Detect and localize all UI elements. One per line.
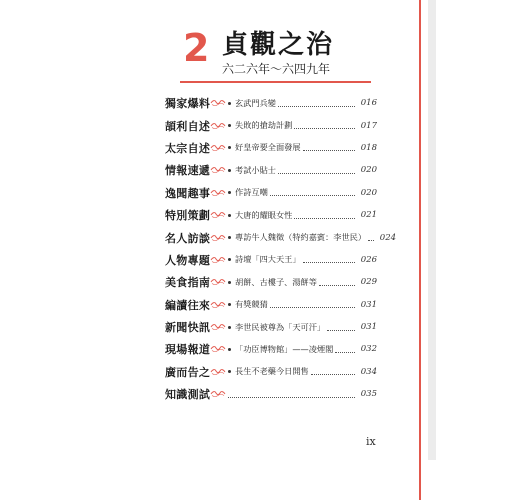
dot-leader (228, 397, 355, 398)
toc-topic: 作詩互嘲 (235, 187, 268, 198)
toc-row (165, 159, 377, 181)
page-folio: ix (366, 435, 376, 448)
toc-row (165, 249, 377, 271)
dot-leader (294, 218, 355, 219)
bullet-dot-icon (228, 281, 231, 284)
toc-category: 太宗自述 (165, 141, 211, 155)
toc-page-number: 031 (360, 299, 377, 310)
cloud-ornament-icon (210, 166, 226, 174)
cloud-ornament-icon (210, 189, 226, 197)
margin-gray-strip (428, 0, 436, 460)
toc-row (165, 182, 377, 204)
toc-page-number: 034 (360, 366, 377, 377)
bullet-dot-icon (228, 124, 231, 127)
toc-category: 人物專題 (165, 253, 211, 267)
dot-leader (270, 307, 355, 308)
chapter-number: 2 (183, 26, 210, 70)
toc-topic: 有獎競猜 (235, 299, 268, 310)
toc-row (165, 338, 377, 360)
toc-topic: 專訪牛人魏徵（特約嘉賓：李世民） (235, 232, 367, 243)
title-underline (180, 81, 371, 83)
bullet-dot-icon (228, 236, 231, 239)
cloud-ornament-icon (210, 301, 226, 309)
toc-page-number: 024 (379, 232, 397, 243)
toc-category: 情報速遞 (165, 164, 211, 178)
cloud-ornament-icon (210, 345, 226, 353)
dot-leader (311, 374, 355, 375)
toc-page-number: 035 (360, 389, 377, 400)
toc-row (165, 361, 377, 383)
toc-category: 特別策劃 (165, 209, 211, 223)
dot-leader (335, 352, 355, 353)
dot-leader (327, 330, 355, 331)
toc-row (165, 137, 377, 159)
toc-row (165, 383, 377, 405)
dot-leader (368, 240, 374, 241)
margin-red-rule (419, 0, 421, 500)
toc-topic: 玄武門兵變 (235, 97, 276, 108)
toc-page-number: 029 (360, 277, 377, 288)
bullet-dot-icon (228, 370, 231, 373)
toc-row (165, 294, 377, 316)
chapter-title: 貞觀之治 (222, 30, 335, 60)
table-of-contents (165, 92, 397, 405)
toc-topic: 李世民被尊為「天可汗」 (235, 321, 326, 332)
toc-category: 名人訪談 (165, 231, 211, 245)
cloud-ornament-icon (210, 256, 226, 264)
toc-topic: 長生不老藥今日開售 (235, 366, 309, 377)
dot-leader (303, 150, 355, 151)
cloud-ornament-icon (210, 99, 226, 107)
toc-category: 編讀往來 (165, 298, 211, 312)
bullet-dot-icon (228, 214, 231, 217)
toc-category: 獨家爆料 (165, 97, 211, 111)
toc-category: 逸聞趣事 (165, 186, 211, 200)
toc-row (165, 92, 377, 114)
dot-leader (278, 173, 355, 174)
cloud-ornament-icon (210, 390, 226, 398)
toc-topic: 詩壇「四大天王」 (235, 254, 301, 265)
dot-leader (303, 262, 355, 263)
toc-topic: 好皇帝要全面發展 (235, 142, 301, 153)
toc-page-number: 026 (360, 254, 377, 265)
dot-leader (294, 128, 355, 129)
bullet-dot-icon (228, 102, 231, 105)
toc-page-number: 020 (360, 187, 377, 198)
toc-category: 知識測試 (165, 388, 211, 402)
bullet-dot-icon (228, 303, 231, 306)
toc-page-number: 020 (360, 165, 377, 176)
cloud-ornament-icon (210, 368, 226, 376)
dot-leader (278, 106, 355, 107)
toc-topic: 考試小貼士 (235, 164, 276, 175)
bullet-dot-icon (228, 326, 231, 329)
bullet-dot-icon (228, 169, 231, 172)
toc-row (165, 226, 397, 248)
toc-topic: 大唐的耀眼女性 (235, 209, 293, 220)
chapter-subtitle: 六二六年～六四九年 (222, 62, 331, 76)
toc-page-number: 016 (360, 98, 377, 109)
cloud-ornament-icon (210, 211, 226, 219)
toc-row (165, 271, 377, 293)
dot-leader (270, 195, 355, 196)
cloud-ornament-icon (210, 122, 226, 130)
toc-topic: 「功臣博物館」——凌煙閣 (235, 343, 334, 354)
bullet-dot-icon (228, 146, 231, 149)
toc-topic: 胡餅、古樓子、湯餅等 (235, 276, 317, 287)
toc-page-number: 032 (360, 344, 377, 355)
toc-page-number: 017 (360, 120, 377, 131)
bullet-dot-icon (228, 191, 231, 194)
toc-page-number: 018 (360, 142, 377, 153)
cloud-ornament-icon (210, 323, 226, 331)
toc-row (165, 114, 377, 136)
cloud-ornament-icon (210, 278, 226, 286)
cloud-ornament-icon (210, 234, 226, 242)
toc-page-number: 021 (360, 210, 377, 221)
bullet-dot-icon (228, 348, 231, 351)
toc-category: 新聞快訊 (165, 321, 211, 335)
cloud-ornament-icon (210, 144, 226, 152)
toc-topic: 失敗的搶劫計劃 (235, 120, 293, 131)
toc-category: 現場報道 (165, 343, 211, 357)
toc-page-number: 031 (360, 322, 377, 333)
toc-category: 頡利自述 (165, 119, 211, 133)
toc-row (165, 316, 377, 338)
toc-category: 美食指南 (165, 276, 211, 290)
toc-category: 廣而告之 (165, 365, 211, 379)
dot-leader (319, 285, 355, 286)
toc-row (165, 204, 377, 226)
bullet-dot-icon (228, 258, 231, 261)
